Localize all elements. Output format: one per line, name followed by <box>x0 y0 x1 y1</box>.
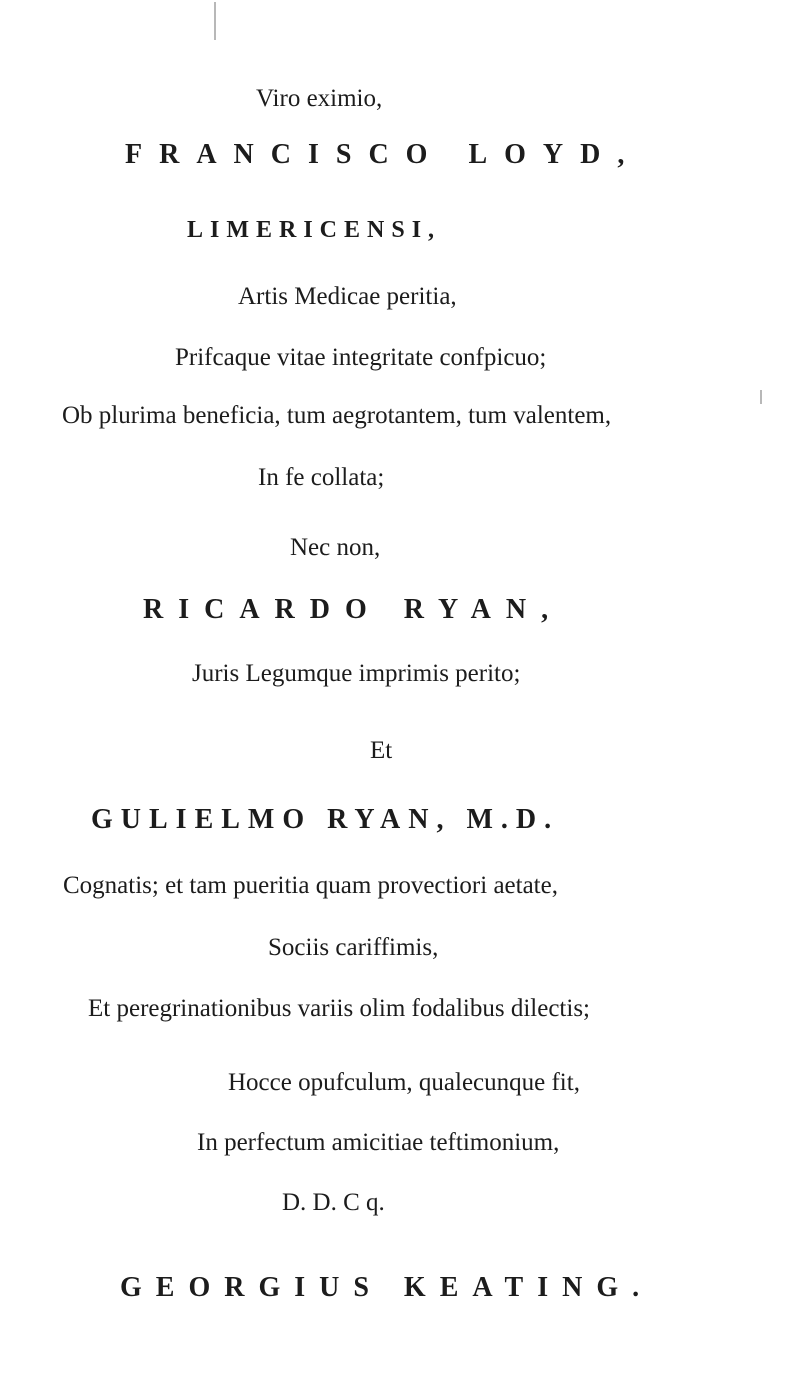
honoree-name-loyd: FRANCISCO LOYD, <box>125 139 642 170</box>
closing-line: D. D. C q. <box>282 1189 385 1216</box>
honoree-description: Juris Legumque imprimis perito; <box>192 660 521 687</box>
honoree-description: In fe collata; <box>258 464 385 491</box>
closing-line: Hocce opufculum, qualecunque fit, <box>228 1069 580 1096</box>
connector-text: Et <box>370 737 393 764</box>
honoree-name-gulielmo: GULIELMO RYAN, M.D. <box>91 804 560 835</box>
honoree-description: Cognatis; et tam pueritia quam provectiori aetate, <box>63 872 558 899</box>
closing-line: In perfectum amicitiae teftimonium, <box>197 1129 560 1156</box>
honoree-origin: LIMERICENSI, <box>187 217 442 243</box>
honoree-description: Sociis cariffimis, <box>268 934 439 961</box>
honoree-description: Artis Medicae peritia, <box>238 283 457 310</box>
honoree-description: Ob plurima beneficia, tum aegrotantem, tum valentem, <box>62 402 612 429</box>
connector-text: Nec non, <box>290 534 381 561</box>
salutation: Viro eximio, <box>256 85 383 112</box>
honoree-description: Prifcaque vitae integritate confpicuo; <box>175 344 547 371</box>
honoree-name-ricardo: RICARDO RYAN, <box>143 594 564 625</box>
scan-speck <box>760 390 762 404</box>
scan-speck <box>214 2 216 40</box>
author-name: GEORGIUS KEATING. <box>120 1272 654 1303</box>
honoree-description: Et peregrinationibus variis olim fodalibus dilectis; <box>88 995 590 1022</box>
